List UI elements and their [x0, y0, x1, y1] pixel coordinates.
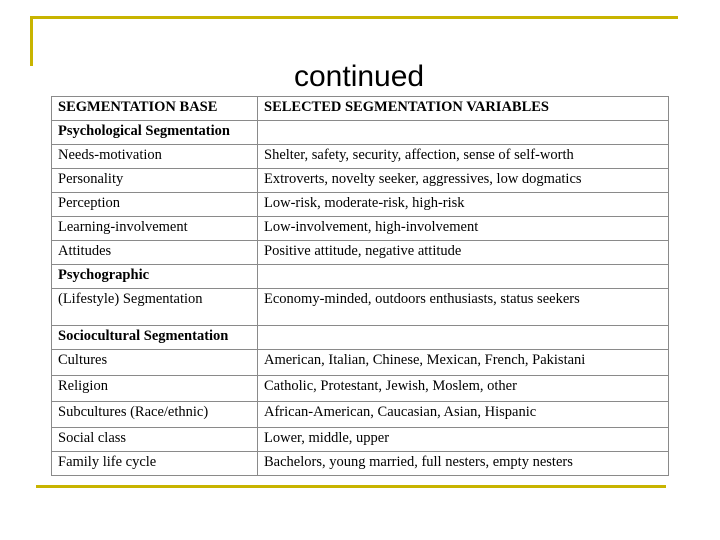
decorative-left-rule — [30, 16, 33, 66]
row-variables: Low-involvement, high-involvement — [258, 217, 669, 241]
segmentation-table — [51, 96, 669, 476]
row-variables: Catholic, Protestant, Jewish, Moslem, other — [258, 376, 669, 402]
row-base: Cultures — [52, 350, 258, 376]
section-heading-psychographic: Psychographic — [52, 265, 258, 289]
row-variables — [258, 265, 669, 289]
row-variables: Bachelors, young married, full nesters, empty nesters — [258, 452, 669, 476]
table-row — [52, 376, 669, 402]
row-variables — [258, 326, 669, 350]
row-variables: Shelter, safety, security, affection, sense of self-worth — [258, 145, 669, 169]
header-segmentation-base: SEGMENTATION BASE — [52, 97, 258, 121]
table-row — [52, 265, 669, 289]
row-variables: Positive attitude, negative attitude — [258, 241, 669, 265]
row-variables: Lower, middle, upper — [258, 428, 669, 452]
table-row — [52, 145, 669, 169]
table-row — [52, 428, 669, 452]
table-row — [52, 289, 669, 326]
row-base: Family life cycle — [52, 452, 258, 476]
table-row — [52, 326, 669, 350]
row-base: Perception — [52, 193, 258, 217]
row-base: Social class — [52, 428, 258, 452]
table-row — [52, 121, 669, 145]
table-row — [52, 217, 669, 241]
slide-title: continued — [294, 60, 425, 93]
row-base: Needs-motivation — [52, 145, 258, 169]
row-base: Subcultures (Race/ethnic) — [52, 402, 258, 428]
section-heading-psychological: Psychological Segmentation — [52, 121, 258, 145]
row-variables: Extroverts, novelty seeker, aggressives, low dogmatics — [258, 169, 669, 193]
row-variables — [258, 121, 669, 145]
row-base: (Lifestyle) Segmentation — [52, 289, 258, 326]
table-header-row — [52, 97, 669, 121]
row-variables: Low-risk, moderate-risk, high-risk — [258, 193, 669, 217]
table-row — [52, 452, 669, 476]
section-heading-sociocultural: Sociocultural Segmentation — [52, 326, 258, 350]
decorative-bottom-rule — [36, 485, 666, 488]
table-row — [52, 350, 669, 376]
table-row — [52, 169, 669, 193]
row-variables: African-American, Caucasian, Asian, Hispanic — [258, 402, 669, 428]
row-base: Attitudes — [52, 241, 258, 265]
header-segmentation-variables: SELECTED SEGMENTATION VARIABLES — [258, 97, 669, 121]
row-variables: Economy-minded, outdoors enthusiasts, status seekers — [258, 289, 669, 326]
table-row — [52, 193, 669, 217]
decorative-top-rule — [30, 16, 678, 19]
row-base: Religion — [52, 376, 258, 402]
table-row — [52, 402, 669, 428]
table-row — [52, 241, 669, 265]
row-base: Personality — [52, 169, 258, 193]
row-variables: American, Italian, Chinese, Mexican, French, Pakistani — [258, 350, 669, 376]
row-base: Learning-involvement — [52, 217, 258, 241]
